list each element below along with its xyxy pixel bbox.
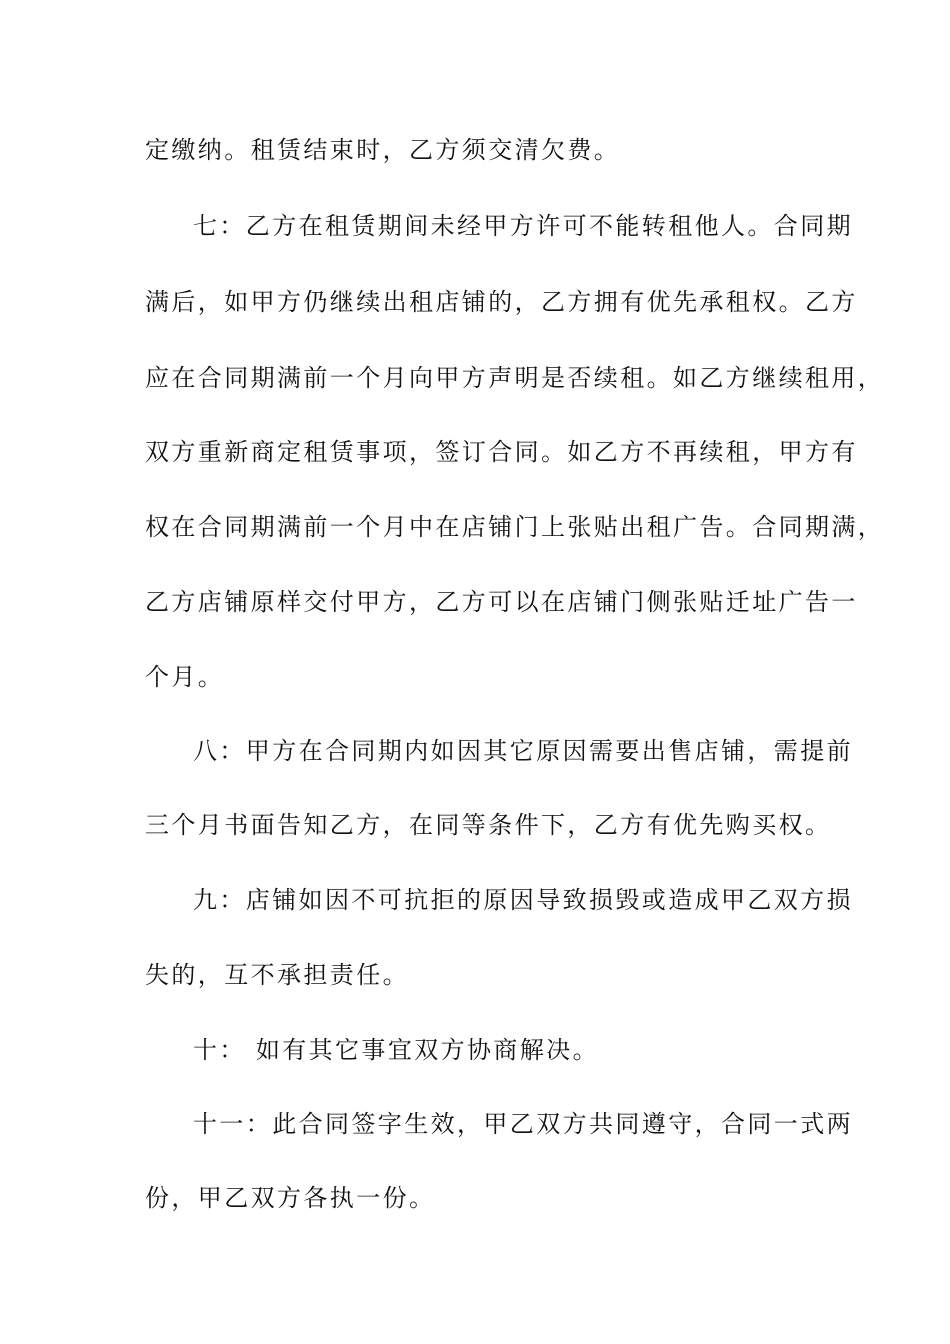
text-line: 应在合同期满前一个月向甲方声明是否续租。如乙方继续租用， [145, 364, 885, 392]
clause-9-line: 九：店铺如因不可抗拒的原因导致损毁或造成甲乙双方损 [193, 886, 853, 914]
text-line: 份，甲乙双方各执一份。 [145, 1184, 436, 1212]
text-line: 权在合同期满前一个月中在店铺门上张贴出租广告。合同期满， [145, 513, 885, 541]
clause-11-line: 十一：此合同签字生效，甲乙双方共同遵守，合同一式两 [193, 1110, 853, 1138]
clause-7-line: 七：乙方在租赁期间未经甲方许可不能转租他人。合同期 [193, 212, 853, 240]
text-line: 定缴纳。租赁结束时，乙方须交清欠费。 [145, 136, 621, 164]
text-line: 个月。 [145, 663, 225, 691]
text-line: 三个月书面告知乙方，在同等条件下，乙方有优先购买权。 [145, 811, 832, 839]
text-line: 失的，互不承担责任。 [145, 961, 409, 989]
text-line: 满后，如甲方仍继续出租店铺的，乙方拥有优先承租权。乙方 [145, 288, 858, 316]
clause-8-line: 八：甲方在合同期内如因其它原因需要出售店铺，需提前 [193, 737, 853, 765]
text-line: 双方重新商定租赁事项，签订合同。如乙方不再续租，甲方有 [145, 438, 858, 466]
text-line: 乙方店铺原样交付甲方，乙方可以在店铺门侧张贴迁址广告一 [145, 588, 858, 616]
clause-10-line: 十： 如有其它事宜双方协商解决。 [193, 1036, 600, 1064]
